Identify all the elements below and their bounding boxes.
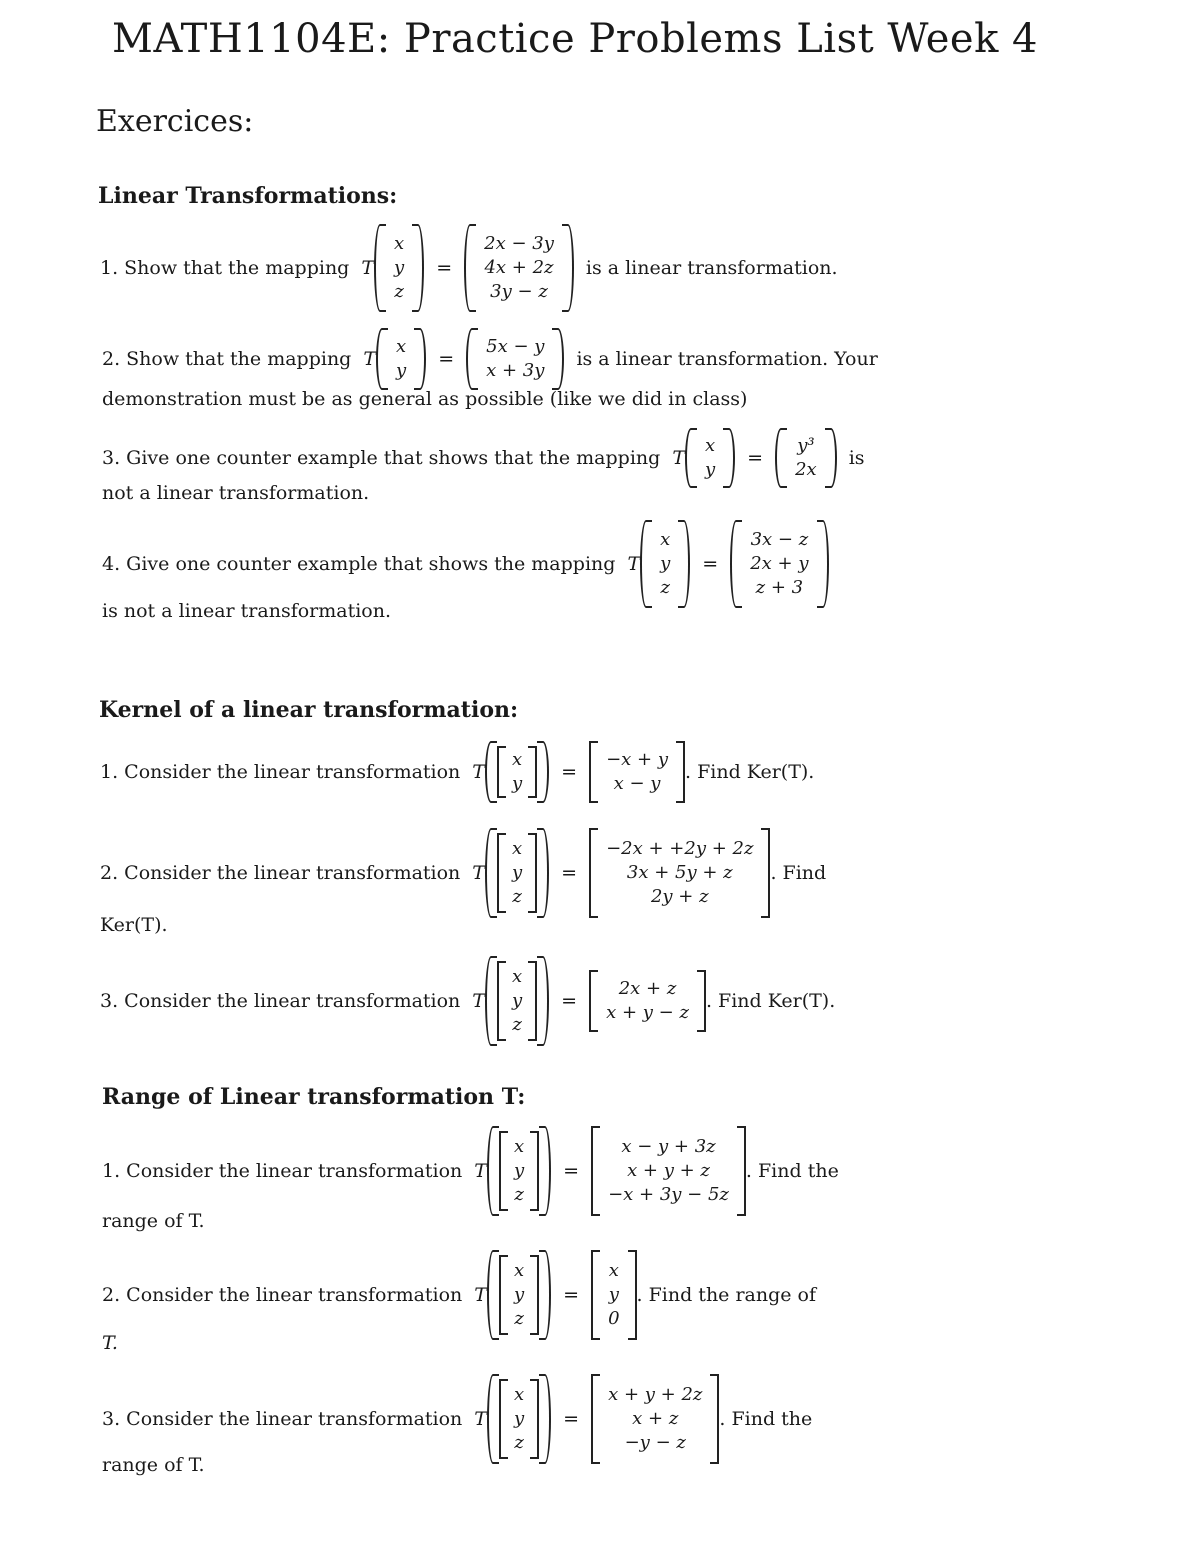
- vector-entry: x + z: [632, 1407, 679, 1429]
- vector-lhs: [485, 956, 549, 1046]
- problem-range-1: [102, 1126, 839, 1216]
- left-bracket: [497, 746, 506, 798]
- left-paren: [730, 520, 742, 608]
- left-paren: [485, 828, 497, 918]
- vector-entry: z: [394, 281, 404, 303]
- equals-sign: =: [436, 257, 453, 279]
- vector-entries: [506, 965, 528, 1038]
- vector-entries: [386, 232, 412, 305]
- problem-text: 1. Show that the mapping: [100, 257, 350, 279]
- vector-entry: 2x + z: [618, 977, 677, 999]
- equals-sign: =: [561, 862, 578, 884]
- bracket-group: [499, 1379, 539, 1459]
- problem-suffix: . Find the range of: [636, 1284, 817, 1306]
- equals-sign: =: [438, 348, 455, 370]
- problem-linear-1: [100, 224, 838, 312]
- vector-rhs: [591, 1250, 636, 1340]
- vector-entry: y: [608, 1283, 619, 1305]
- vector-entry: 2x + y: [750, 552, 809, 574]
- symbol-T: T: [672, 447, 685, 469]
- bracket-group: [497, 961, 537, 1041]
- vector-rhs: [775, 428, 837, 488]
- vector-entry: 2x: [795, 459, 817, 480]
- right-bracket: [530, 1379, 539, 1459]
- right-bracket: [697, 970, 706, 1032]
- vector-entries: [742, 528, 816, 601]
- problem-suffix: . Find: [770, 862, 827, 884]
- right-paren: [562, 224, 574, 312]
- right-bracket: [628, 1250, 637, 1340]
- bracket-group: [499, 1255, 539, 1335]
- section-heading-range: Range of Linear transformation T:: [102, 1084, 526, 1110]
- problem-range-2-line2: T.: [102, 1332, 118, 1354]
- left-bracket: [497, 833, 506, 913]
- right-paren: [552, 328, 564, 390]
- problem-range-3: [102, 1374, 812, 1464]
- vector-entry: 3x + 5y + z: [626, 861, 733, 883]
- vector-entry: y: [660, 552, 671, 574]
- symbol-T: T: [472, 761, 485, 783]
- problem-suffix: is a linear transformation. Your: [576, 348, 878, 370]
- vector-entry: 3x − z: [750, 528, 809, 550]
- symbol-T: T: [474, 1160, 487, 1182]
- vector-entry: −y − z: [624, 1432, 686, 1454]
- bracket-group: [497, 833, 537, 913]
- left-bracket: [499, 1131, 508, 1211]
- equals-sign: =: [563, 1284, 580, 1306]
- vector-entry: x: [705, 434, 716, 456]
- right-paren: [414, 328, 426, 390]
- vector-entry: y: [513, 1283, 525, 1305]
- vector-entry: x: [511, 748, 523, 770]
- vector-entry: z: [514, 1308, 524, 1330]
- problem-text: 3. Consider the linear transformation: [102, 1408, 463, 1430]
- vector-entry: z: [514, 1184, 524, 1206]
- vector-entry: x − y: [613, 773, 661, 794]
- vector-lhs: [640, 520, 690, 608]
- vector-entry: z: [660, 577, 670, 599]
- left-paren: [487, 1250, 499, 1340]
- problem-text: 1. Consider the linear transformation: [102, 1160, 463, 1182]
- problem-kernel-2-line2: Ker(T).: [100, 914, 168, 936]
- right-bracket: [761, 828, 770, 918]
- vector-lhs: [487, 1126, 551, 1216]
- left-bracket: [499, 1379, 508, 1459]
- vector-entry: y: [394, 256, 405, 278]
- left-bracket: [589, 741, 598, 803]
- right-bracket: [530, 1255, 539, 1335]
- problem-text: 2. Consider the linear transformation: [102, 1284, 463, 1306]
- problem-linear-3: [102, 428, 865, 488]
- vector-rhs: [464, 224, 574, 312]
- vector-entry: y: [511, 989, 523, 1011]
- exercises-heading: Exercices:: [96, 104, 254, 139]
- equals-sign: =: [563, 1408, 580, 1430]
- vector-entry: z: [514, 1432, 524, 1454]
- page-title: MATH1104E: Practice Problems List Week 4: [112, 16, 1038, 62]
- right-paren: [723, 428, 735, 488]
- problem-suffix: is a linear transformation.: [585, 257, 838, 279]
- vector-entry: x: [511, 965, 523, 987]
- vector-entry: x: [394, 232, 405, 254]
- right-bracket: [528, 746, 537, 798]
- vector-entries: [600, 1383, 710, 1456]
- left-paren: [640, 520, 652, 608]
- right-paren: [539, 1374, 551, 1464]
- vector-entries: [508, 1259, 530, 1332]
- symbol-T: T: [627, 553, 641, 575]
- vector-lhs: [487, 1250, 551, 1340]
- equals-sign: =: [561, 761, 578, 783]
- vector-entry: x + 3y: [486, 360, 545, 381]
- vector-entries: [476, 232, 562, 305]
- vector-entries: [506, 837, 528, 910]
- vector-lhs: [485, 828, 549, 918]
- left-bracket: [591, 1374, 600, 1464]
- section-heading-kernel: Kernel of a linear transformation:: [99, 697, 519, 723]
- vector-entry: x + y + z: [627, 1159, 710, 1181]
- vector-entry: x: [511, 837, 523, 859]
- vector-entry: 3y − z: [490, 281, 548, 303]
- right-bracket: [528, 833, 537, 913]
- vector-entry: z + 3: [755, 577, 804, 599]
- vector-entry: −x + 3y − 5z: [608, 1184, 729, 1206]
- vector-rhs: [589, 970, 706, 1032]
- section-heading-linear: Linear Transformations:: [98, 183, 398, 209]
- problem-linear-2: [102, 328, 878, 390]
- vector-entry: z: [512, 886, 522, 908]
- vector-entry: y³: [797, 434, 815, 456]
- symbol-T: T: [363, 348, 377, 370]
- vector-entry: x − y + 3z: [621, 1135, 716, 1157]
- left-bracket: [591, 1250, 600, 1340]
- vector-entry: y: [513, 1159, 525, 1181]
- vector-entry: x + y − z: [606, 1002, 689, 1023]
- left-paren: [374, 224, 386, 312]
- vector-rhs: [589, 828, 770, 918]
- vector-entry: x: [513, 1259, 525, 1281]
- vector-entries: [600, 1135, 737, 1208]
- vector-rhs: [589, 741, 685, 803]
- problem-text: 3. Consider the linear transformation: [100, 990, 461, 1012]
- left-paren: [485, 956, 497, 1046]
- problem-linear-3-line2: not a linear transformation.: [102, 482, 370, 504]
- vector-entries: [478, 335, 552, 384]
- left-bracket: [497, 961, 506, 1041]
- vector-rhs: [591, 1126, 746, 1216]
- vector-lhs: [487, 1374, 551, 1464]
- vector-rhs: [730, 520, 828, 608]
- left-bracket: [591, 1126, 600, 1216]
- problem-kernel-2: [100, 828, 826, 918]
- vector-entry: x: [513, 1135, 525, 1157]
- problem-linear-4: [102, 520, 829, 608]
- problem-suffix: . Find Ker(T).: [705, 990, 836, 1012]
- equals-sign: =: [561, 990, 578, 1012]
- vector-entry: z: [512, 1014, 522, 1036]
- vector-rhs: [466, 328, 564, 390]
- right-bracket: [710, 1374, 719, 1464]
- problem-suffix: is: [848, 447, 865, 469]
- problem-text: 3. Give one counter example that shows that the mapping: [102, 447, 661, 469]
- right-paren: [539, 1126, 551, 1216]
- vector-rhs: [591, 1374, 719, 1464]
- right-paren: [678, 520, 690, 608]
- bracket-group: [497, 746, 537, 798]
- right-bracket: [528, 961, 537, 1041]
- vector-entry: x: [396, 335, 407, 357]
- vector-entry: x + y + 2z: [608, 1383, 703, 1405]
- vector-entry: x: [608, 1259, 619, 1281]
- problem-linear-4-line2: is not a linear transformation.: [102, 600, 392, 622]
- vector-entry: y: [705, 459, 716, 480]
- vector-entries: [600, 1259, 627, 1332]
- vector-entry: 2x − 3y: [484, 232, 554, 254]
- bracket-group: [499, 1131, 539, 1211]
- vector-entry: y: [513, 1407, 525, 1429]
- problem-kernel-1: [100, 741, 814, 803]
- vector-entry: y: [511, 861, 523, 883]
- symbol-T: T: [472, 862, 485, 884]
- left-paren: [487, 1126, 499, 1216]
- vector-entries: [388, 335, 414, 384]
- symbol-T: T: [474, 1408, 487, 1430]
- equals-sign: =: [747, 447, 764, 469]
- vector-entry: x: [513, 1383, 525, 1405]
- problem-range-3-line2: range of T.: [102, 1454, 205, 1476]
- vector-entry: −2x + +2y + 2z: [606, 837, 754, 859]
- vector-lhs: [376, 328, 426, 390]
- vector-entry: 0: [608, 1308, 620, 1330]
- left-bracket: [499, 1255, 508, 1335]
- vector-entries: [598, 837, 761, 910]
- vector-entries: [508, 1383, 530, 1456]
- left-paren: [376, 328, 388, 390]
- left-bracket: [589, 828, 598, 918]
- right-paren: [537, 956, 549, 1046]
- symbol-T: T: [472, 990, 485, 1012]
- right-paren: [539, 1250, 551, 1340]
- right-paren: [825, 428, 837, 488]
- left-paren: [685, 428, 697, 488]
- vector-entry: 5x − y: [486, 335, 545, 357]
- left-paren: [485, 741, 497, 803]
- left-paren: [487, 1374, 499, 1464]
- vector-entry: −x + y: [606, 748, 669, 770]
- right-bracket: [530, 1131, 539, 1211]
- equals-sign: =: [702, 553, 719, 575]
- vector-lhs: [685, 428, 735, 488]
- vector-entries: [508, 1135, 530, 1208]
- right-paren: [817, 520, 829, 608]
- vector-entries: [787, 434, 825, 483]
- vector-entry: 2y + z: [650, 886, 709, 908]
- problem-text: 1. Consider the linear transformation: [100, 761, 461, 783]
- equals-sign: =: [563, 1160, 580, 1182]
- problem-linear-2-line2: demonstration must be as general as possible (like we did in class): [102, 388, 748, 410]
- problem-range-1-line2: range of T.: [102, 1210, 205, 1232]
- symbol-T: T: [474, 1284, 487, 1306]
- left-paren: [775, 428, 787, 488]
- problem-suffix: . Find Ker(T).: [685, 761, 815, 783]
- vector-entries: [697, 434, 723, 483]
- right-paren: [537, 741, 549, 803]
- vector-entries: [652, 528, 678, 601]
- problem-suffix: . Find the: [719, 1408, 813, 1430]
- vector-lhs: [485, 741, 549, 803]
- problem-text: 2. Show that the mapping: [102, 348, 352, 370]
- left-paren: [466, 328, 478, 390]
- right-paren: [412, 224, 424, 312]
- vector-entries: [598, 748, 676, 797]
- vector-entries: [506, 748, 528, 797]
- problem-text: 2. Consider the linear transformation: [100, 862, 461, 884]
- problem-range-2: [102, 1250, 816, 1340]
- left-paren: [464, 224, 476, 312]
- vector-lhs: [374, 224, 424, 312]
- right-paren: [537, 828, 549, 918]
- vector-entry: x: [660, 528, 671, 550]
- right-bracket: [676, 741, 685, 803]
- problem-text: 4. Give one counter example that shows the mapping: [102, 553, 616, 575]
- vector-entry: y: [396, 360, 407, 381]
- vector-entry: 4x + 2z: [484, 256, 554, 278]
- problem-suffix: . Find the: [745, 1160, 839, 1182]
- symbol-T: T: [361, 257, 375, 279]
- vector-entry: y: [511, 773, 523, 794]
- right-bracket: [737, 1126, 746, 1216]
- problem-kernel-3: [100, 956, 835, 1046]
- left-bracket: [589, 970, 598, 1032]
- vector-entries: [598, 977, 697, 1026]
